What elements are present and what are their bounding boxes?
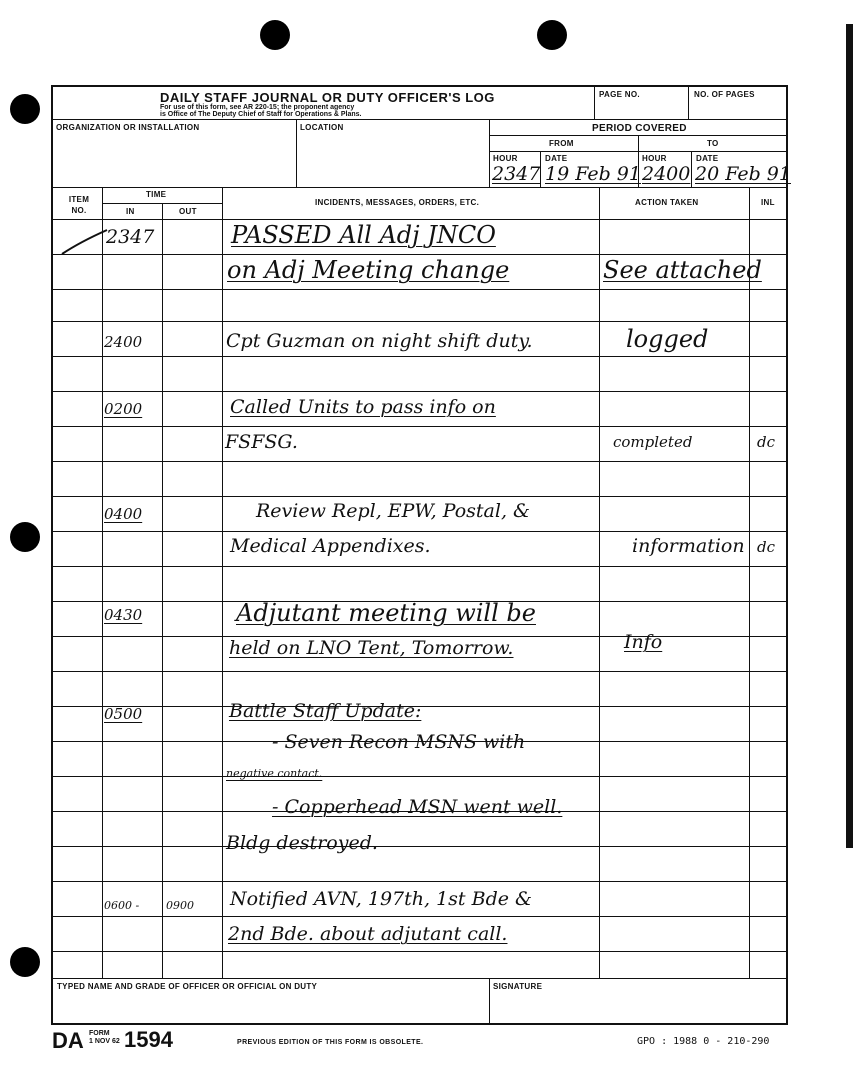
entry-4-action: information	[632, 535, 745, 557]
period-from-date: 19 Feb 91	[545, 163, 641, 185]
item-no-label: ITEM NO.	[68, 195, 90, 215]
entry-7-line-1: Notified AVN, 197th, 1st Bde &	[230, 888, 532, 910]
entry-1-time-in: 2347	[106, 226, 155, 248]
initials-label: INL	[761, 198, 775, 207]
to-date-label: DATE	[696, 154, 719, 163]
entry-5-action: Info	[624, 631, 663, 653]
period-from-hour: 2347	[492, 163, 541, 185]
entry-5-line-2: held on LNO Tent, Tomorrow.	[229, 637, 514, 659]
gpo-code: GPO : 1988 0 - 210-290	[637, 1036, 770, 1047]
entry-7-time-in: 0600 -	[104, 899, 140, 912]
entry-7-time-out: 0900	[166, 899, 194, 912]
entry-6-line-3: negative contact.	[226, 767, 323, 780]
entry-4-line-2: Medical Appendixes.	[230, 535, 431, 557]
form-designation: FORM 1 NOV 62	[89, 1030, 120, 1045]
entry-4-initial: dc	[757, 538, 776, 556]
period-covered-label: PERIOD COVERED	[592, 123, 687, 134]
entry-6-line-4: - Copperhead MSN went well.	[272, 796, 563, 818]
checkmark-icon	[60, 226, 110, 258]
previous-edition-note: PREVIOUS EDITION OF THIS FORM IS OBSOLETE.	[237, 1039, 424, 1046]
entry-2-action: logged	[626, 325, 709, 353]
entry-2-line-1: Cpt Guzman on night shift duty.	[226, 330, 533, 352]
entry-4-time-in: 0400	[104, 505, 143, 523]
time-label: TIME	[146, 190, 167, 199]
location-label: LOCATION	[300, 123, 344, 132]
entry-3-initial: dc	[757, 433, 776, 451]
entry-3-line-2: FSFSG.	[225, 431, 298, 453]
period-to-hour: 2400	[642, 163, 691, 185]
entry-1-line-1: PASSED All Adj JNCO	[231, 221, 496, 249]
form-subtitle: For use of this form, see AR 220-15; the proponent agency is Office of The Deputy Chief of Staff for Operations & Plans.	[160, 104, 362, 118]
period-to-date: 20 Feb 91	[695, 163, 791, 185]
form-da: DA	[52, 1028, 84, 1053]
form-number: 1594	[124, 1027, 173, 1052]
from-label: FROM	[549, 139, 574, 148]
entry-1-action: See attached	[603, 256, 762, 284]
entry-6-line-1: Battle Staff Update:	[229, 700, 422, 722]
action-taken-label: ACTION TAKEN	[635, 198, 699, 207]
entry-7-line-2: 2nd Bde. about adjutant call.	[228, 923, 508, 945]
entry-4-line-1: Review Repl, EPW, Postal, &	[256, 500, 530, 522]
binder-hole-top-left	[260, 20, 290, 50]
entry-6-line-2: - Seven Recon MSNS with	[272, 731, 526, 753]
time-out-label: OUT	[179, 207, 197, 216]
entry-1-line-2: on Adj Meeting change	[227, 256, 510, 284]
entry-3-action: completed	[613, 433, 693, 451]
scan-edge-bar	[846, 24, 853, 848]
signature-label: SIGNATURE	[493, 982, 543, 991]
entry-5-time-in: 0430	[104, 606, 143, 624]
entry-5-line-1: Adjutant meeting will be	[236, 599, 536, 627]
from-date-label: DATE	[545, 154, 568, 163]
from-hour-label: HOUR	[493, 154, 518, 163]
entry-3-line-1: Called Units to pass info on	[230, 396, 496, 418]
to-label: TO	[707, 139, 719, 148]
binder-hole-left-3	[10, 947, 40, 977]
time-in-label: IN	[126, 207, 135, 216]
form-title: DAILY STAFF JOURNAL OR DUTY OFFICER'S LOG	[160, 90, 495, 105]
binder-hole-left-1	[10, 94, 40, 124]
no-of-pages-label: NO. OF PAGES	[694, 90, 755, 99]
typed-name-label: TYPED NAME AND GRADE OF OFFICER OR OFFICIAL ON DUTY	[57, 982, 318, 991]
to-hour-label: HOUR	[642, 154, 667, 163]
organization-label: ORGANIZATION OR INSTALLATION	[56, 123, 200, 132]
entry-6-time-in: 0500	[104, 705, 143, 723]
entry-2-time-in: 2400	[104, 333, 143, 351]
binder-hole-top-right	[537, 20, 567, 50]
incidents-label: INCIDENTS, MESSAGES, ORDERS, ETC.	[315, 198, 480, 207]
binder-hole-left-2	[10, 522, 40, 552]
page-no-label: PAGE NO.	[599, 90, 640, 99]
entry-6-line-5: Bldg destroyed.	[226, 832, 378, 854]
entry-3-time-in: 0200	[104, 400, 143, 418]
